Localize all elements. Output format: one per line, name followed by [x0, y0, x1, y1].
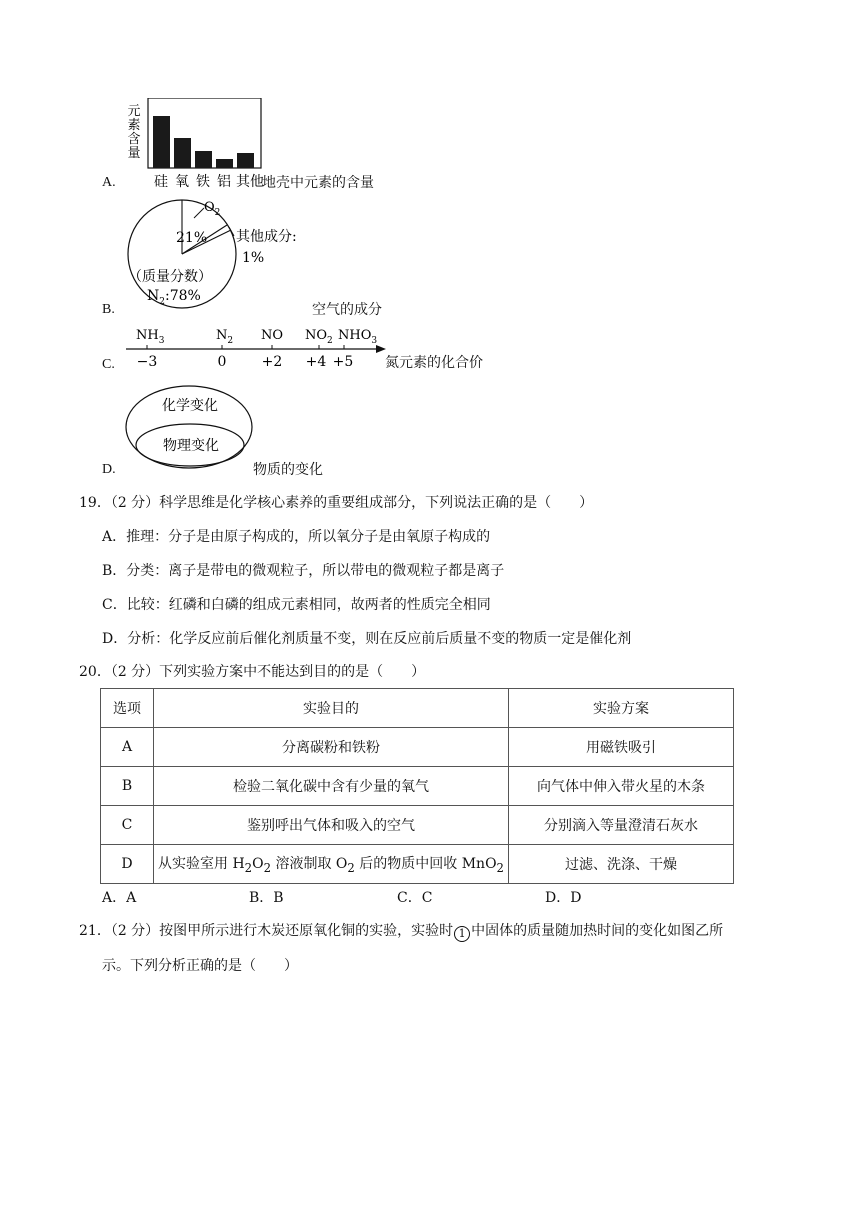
q19-stem: 19．（2 分）科学思维是化学核心素养的重要组成部分，下列说法正确的是（ ） [79, 495, 594, 511]
q20-answer-a: A．A [102, 890, 137, 906]
axis-arrow [376, 345, 386, 353]
q21-stem-line2: 示。下列分析正确的是（ ） [102, 958, 298, 974]
q20-answer-b: B．B [249, 890, 284, 906]
plan-cell: 向气体中伸入带火星的木条 [508, 767, 733, 806]
value-label: +5 [332, 354, 354, 370]
option-cell: B [101, 767, 154, 806]
species-no: NO [261, 328, 284, 343]
plan-cell: 分别滴入等量澄清石灰水 [508, 806, 733, 845]
goal-cell: 鉴别呼出气体和吸入的空气 [154, 806, 509, 845]
value-label: +2 [261, 354, 283, 370]
category-label: 硅 [154, 174, 168, 190]
header-cell: 选项 [101, 689, 154, 728]
option-d-caption: 物质的变化 [253, 462, 323, 478]
circled-number: 1 [454, 926, 470, 942]
goal-cell: 分离碳粉和铁粉 [154, 728, 509, 767]
other-label: 其他成分: [236, 229, 297, 245]
category-label: 其他 [236, 174, 264, 190]
goal-cell: 检验二氧化碳中含有少量的氧气 [154, 767, 509, 806]
q21-stem-line1: 21．（2 分）按图甲所示进行木炭还原氧化铜的实验，实验时 1 中固体的质量随加热时间的变化如图乙所 [79, 923, 724, 940]
leader-line [229, 227, 234, 236]
q20-answer-d: D．D [545, 890, 582, 906]
q20-table [100, 688, 734, 884]
q19-option-a: A．推理：分子是由原子构成的，所以氧分子是由氧原子构成的 [102, 529, 491, 545]
option-a-letter: A. [102, 175, 116, 190]
option-cell: A [101, 728, 154, 767]
option-b-caption: 空气的成分 [312, 302, 382, 318]
species-no2: $NO_2$ [305, 328, 333, 346]
option-cell: D [101, 845, 154, 884]
category-label: 铁 [196, 174, 210, 190]
table-row [101, 767, 734, 806]
table-row [101, 845, 734, 884]
q19-option-b: B．分类：离子是带电的微观粒子，所以带电的微观粒子都是离子 [102, 563, 505, 579]
table-row [101, 806, 734, 845]
bar-aluminum [216, 159, 233, 168]
value-label: 0 [217, 354, 227, 370]
o2-label: $O_2$ [204, 200, 221, 218]
bar-silicon [153, 116, 170, 168]
mass-fraction-label: （质量分数） [128, 269, 212, 285]
ylabel-char: 素 [127, 118, 141, 133]
air-composition-pie-chart [120, 196, 320, 312]
option-cell: C [101, 806, 154, 845]
species-n2: $N_2$ [216, 328, 234, 346]
header-cell: 实验方案 [508, 689, 733, 728]
bar-oxygen [174, 138, 191, 168]
plan-cell: 用磁铁吸引 [508, 728, 733, 767]
substance-change-venn-diagram [122, 382, 262, 474]
q19-option-d: D．分析：化学反应前后催化剂质量不变，则在反应前后质量不变的物质一定是催化剂 [102, 631, 632, 647]
leader-line [194, 208, 204, 218]
category-label: 铝 [217, 174, 231, 190]
plan-cell: 过滤、洗涤、干燥 [508, 845, 733, 884]
other-percent: 1% [242, 250, 265, 266]
ylabel-char: 含 [127, 132, 141, 147]
value-label: −3 [136, 354, 158, 370]
nitrogen-valence-number-line [120, 324, 390, 374]
q20-answer-c: C．C [397, 890, 433, 906]
table-header-row [101, 689, 734, 728]
q20-stem: 20．（2 分）下列实验方案中不能达到目的的是（ ） [79, 664, 426, 680]
o2-percent: 21% [176, 230, 208, 246]
option-c-letter: C. [102, 357, 115, 372]
bar-iron [195, 151, 212, 168]
category-label: 氧 [175, 174, 189, 190]
species-nh3: $NH_3$ [136, 328, 165, 346]
value-label: +4 [305, 354, 327, 370]
bar-other [237, 153, 254, 168]
option-c-caption: 氮元素的化合价 [385, 355, 483, 371]
n2-label: $N_2:78\%$ [147, 288, 201, 307]
ylabel-char: 量 [127, 146, 141, 161]
option-a-caption: 地壳中元素的含量 [262, 175, 374, 191]
species-nho3: $NHO_3$ [338, 328, 378, 346]
crust-element-bar-chart [120, 98, 265, 192]
table-row [101, 728, 734, 767]
goal-cell: 从实验室用 $H_2O_2$ 溶液制取 $O_2$ 后的物质中回收 MnO$_2$ [154, 845, 509, 884]
option-d-letter: D. [102, 462, 116, 477]
header-cell: 实验目的 [154, 689, 509, 728]
inner-label: 物理变化 [163, 438, 219, 454]
q19-option-c: C．比较：红磷和白磷的组成元素相同，故两者的性质完全相同 [102, 597, 491, 613]
ylabel-char: 元 [127, 104, 141, 119]
outer-label: 化学变化 [162, 398, 218, 414]
option-b-letter: B. [102, 302, 115, 317]
